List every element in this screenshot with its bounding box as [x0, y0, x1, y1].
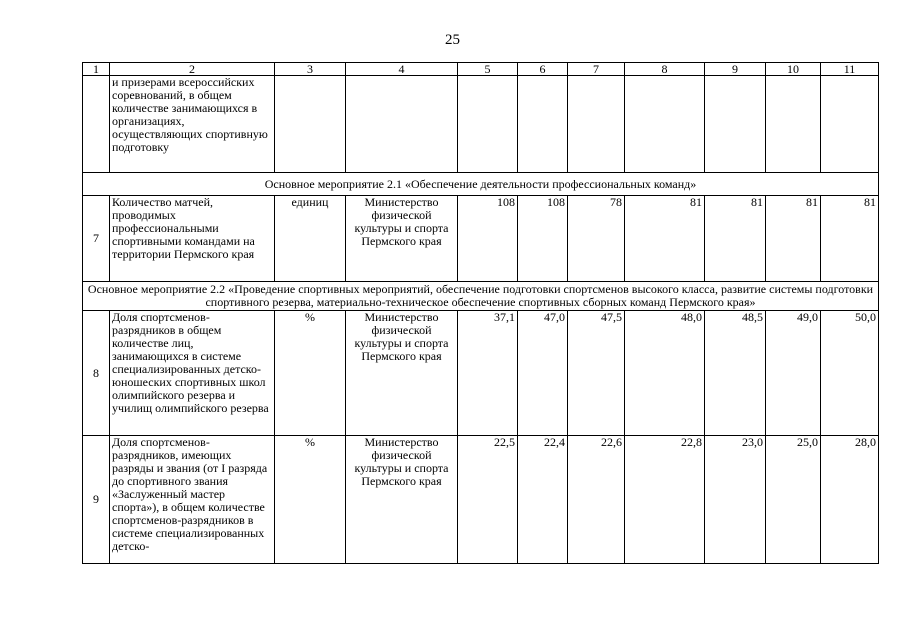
row-number-cell: 7 [83, 196, 110, 282]
column-header: 2 [110, 63, 275, 76]
indicators-table [82, 62, 879, 564]
value-cell: 23,0 [705, 436, 766, 564]
value-cell: 47,5 [568, 311, 625, 436]
value-cell: 47,0 [518, 311, 568, 436]
value-cell: 22,5 [458, 436, 518, 564]
value-cell: 81 [766, 196, 821, 282]
value-cell: 81 [821, 196, 879, 282]
table-row [83, 76, 879, 173]
column-header: 8 [625, 63, 705, 76]
organization-cell: Министерство физической культуры и спорта Пермского края [346, 311, 458, 436]
value-cell: 25,0 [766, 436, 821, 564]
section-row [83, 282, 879, 311]
column-header: 4 [346, 63, 458, 76]
unit-cell: % [275, 436, 346, 564]
organization-cell: Министерство физической культуры и спорта Пермского края [346, 196, 458, 282]
indicator-name-cell: и призерами всероссийских соревнований, в общем количестве занимающихся в организациях, осуществляющих спортивную подготовку [110, 76, 275, 173]
column-header: 11 [821, 63, 879, 76]
value-cell: 28,0 [821, 436, 879, 564]
header-row [83, 63, 879, 76]
table-row [83, 436, 879, 564]
column-header: 3 [275, 63, 346, 76]
column-header: 9 [705, 63, 766, 76]
value-cell [458, 76, 518, 173]
value-cell [625, 76, 705, 173]
unit-cell: % [275, 311, 346, 436]
value-cell [766, 76, 821, 173]
value-cell: 108 [458, 196, 518, 282]
organization-cell: Министерство физической культуры и спорта Пермского края [346, 436, 458, 564]
table-row [83, 196, 879, 282]
unit-cell [275, 76, 346, 173]
table-row [83, 311, 879, 436]
value-cell: 48,5 [705, 311, 766, 436]
value-cell: 81 [625, 196, 705, 282]
column-header: 1 [83, 63, 110, 76]
section-heading: Основное мероприятие 2.1 «Обеспечение деятельности профессиональных команд» [83, 173, 879, 196]
column-header: 5 [458, 63, 518, 76]
value-cell [568, 76, 625, 173]
value-cell: 81 [705, 196, 766, 282]
organization-cell [346, 76, 458, 173]
value-cell [518, 76, 568, 173]
column-header: 6 [518, 63, 568, 76]
column-header: 7 [568, 63, 625, 76]
value-cell: 50,0 [821, 311, 879, 436]
column-header: 10 [766, 63, 821, 76]
value-cell [705, 76, 766, 173]
section-heading: Основное мероприятие 2.2 «Проведение спортивных мероприятий, обеспечение подготовки спортсменов высокого класса, развитие системы подготовки спортивного резерва, материально-техническое обеспечение спортивных сборных команд Пермского края» [83, 282, 879, 311]
indicator-name-cell: Количество матчей, проводимых профессиональными спортивными командами на территории Пермского края [110, 196, 275, 282]
value-cell: 48,0 [625, 311, 705, 436]
row-number-cell: 8 [83, 311, 110, 436]
section-row [83, 173, 879, 196]
value-cell [821, 76, 879, 173]
indicator-name-cell: Доля спортсменов-разрядников в общем количестве лиц, занимающихся в системе специализированных детско-юношеских спортивных школ олимпийского резерва и училищ олимпийского резерва [110, 311, 275, 436]
value-cell: 22,8 [625, 436, 705, 564]
row-number-cell: 9 [83, 436, 110, 564]
value-cell: 37,1 [458, 311, 518, 436]
indicator-name-cell: Доля спортсменов-разрядников, имеющих разряды и звания (от I разряда до спортивного звания «Заслуженный мастер спорта»), в общем количестве спортсменов-разрядников в системе специализированных детско- [110, 436, 275, 564]
value-cell: 78 [568, 196, 625, 282]
page-number: 25 [445, 32, 460, 48]
value-cell: 108 [518, 196, 568, 282]
value-cell: 22,4 [518, 436, 568, 564]
unit-cell: единиц [275, 196, 346, 282]
row-number-cell [83, 76, 110, 173]
value-cell: 22,6 [568, 436, 625, 564]
value-cell: 49,0 [766, 311, 821, 436]
